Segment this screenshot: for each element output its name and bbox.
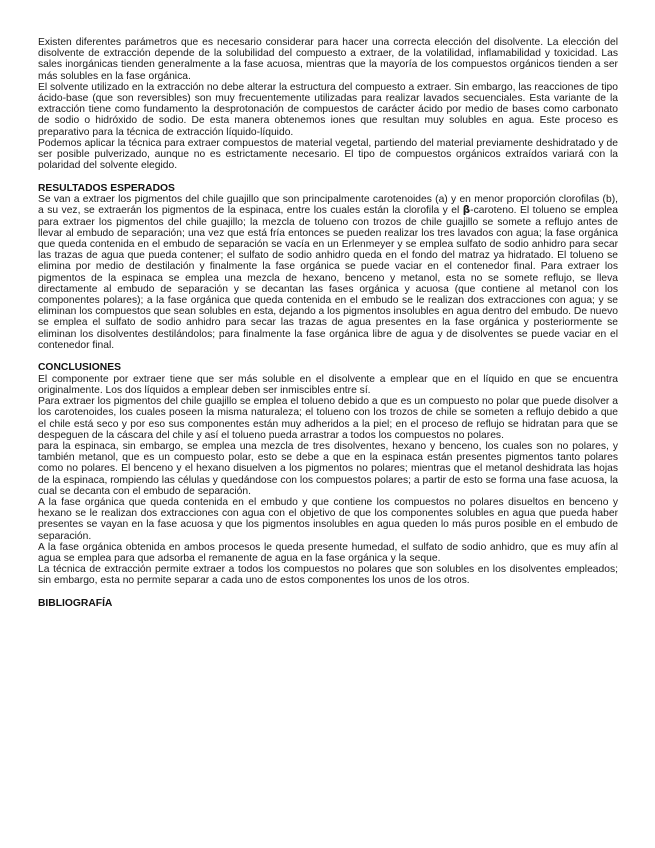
conclusions-paragraph: Para extraer los pigmentos del chile guajillo se emplea el tolueno debido a que es un compuesto no polar que puede disolver a los carotenoides, los cuales poseen la misma naturaleza; el tolueno con los trozos de chile se someten a reflujo debido a que el chile está seco y por eso sus componentes están muy adheridos a la piel; en el proceso de reflujo se hidratan para que se despeguen de la cáscara del chile y así el tolueno pueda arrastrar a todos los compuestos no polares. bbox=[38, 396, 618, 441]
conclusions-paragraph: para la espinaca, sin embargo, se emplea una mezcla de tres disolventes, hexano y benceno, los cuales son no polares, y también metanol, que es un compuesto polar, esto se debe a que en la espinaca están presentes pigmentos tanto polares como no polares. El benceno y el hexano disuelven a los pigmentos no polares; mientras que el metanol deshidrata las hojas de la espinaca, rompiendo las células y quedándose con los compuestos polares; a partir de esto se forma una fase acuosa, la cual se decanta con el embudo de separación. bbox=[38, 440, 618, 497]
results-text-part2: -caroteno. El tolueno se emplea para extraer los pigmentos del chile guajillo; la mezcla de tolueno con trozos de chile guajillo se somete a reflujo antes de llevar al embudo de separación; una vez que está fría entonces se pueden realizar los tres lavados con agua; la fase orgánica que queda contenida en el embudo de separación se vacía en un Erlenmeyer y se emplea sulfato de sodio anhidro para secar las trazas de agua que pueda contener; el sulfato de sodio anhidro queda en el fondo del matraz ya hidratado. El tolueno se elimina por medio de destilación y finalmente la fase orgánica se puede vaciar en el contenedor final. Para extraer los pigmentos de la espinaca se emplea una mezcla de hexano, benceno y metanol, esta no se somete reflujo, se lleva directamente al embudo de separación y se decantan las fases orgánica y acuosa (que contiene al metanol con los componentes polares); a la fase orgánica que queda contenida en el embudo se le realizan dos extracciones con agua; y se eliminan los compuestos que sean solubles en esta, dejando a los pigmentos insolubles en agua dentro del embudo. De nuevo se emplea el sulfato de sodio anhidro para secar las trazas de agua presentes en la fase orgánica y posteriormente se eliminan los disolventes destilándolos; para finalmente la fase orgánica libre de agua y de disolventes se puede vaciar en el contenedor final. bbox=[38, 205, 618, 351]
results-heading: RESULTADOS ESPERADOS bbox=[38, 182, 175, 194]
bibliography-heading: BIBLIOGRAFÍA bbox=[38, 598, 113, 610]
conclusions-paragraph: A la fase orgánica que queda contenida en el embudo y que contiene los compuestos no polares disueltos en benceno y hexano se le realizan dos extracciones con agua con el objetivo de que los componentes solubles en agua que pueda haber presentes se vayan en la fase acuosa y que los pigmentos insolubles en agua queden lo más puros posible en el embudo de separación. bbox=[38, 496, 618, 542]
results-paragraph bbox=[38, 194, 618, 351]
results-section bbox=[38, 183, 618, 351]
beta-symbol: β bbox=[462, 204, 471, 217]
conclusions-section bbox=[38, 362, 618, 586]
intro-section bbox=[38, 37, 618, 171]
intro-paragraph: Existen diferentes parámetros que es necesario considerar para hacer una correcta elección del disolvente. La elección del disolvente de extracción depende de la solubilidad del compuesto a extraer, de la volatilidad, inflamabilidad y toxicidad. Las sales inorgánicas tienden generalmente a la fase acuosa, mientras que la mayoría de los compuestos orgánicos tienden a ser más solubles en la fase orgánica. bbox=[38, 37, 618, 82]
conclusions-paragraph: La técnica de extracción permite extraer a todos los compuestos no polares que son solubles en los disolventes empleados; sin embargo, esta no permite separar a cada uno de estos componentes los unos de los otros. bbox=[38, 564, 618, 587]
results-text-part1: Se van a extraer los pigmentos del chile guajillo que son principalmente carotenoides (a) y en menor proporción clorofilas (b), a su vez, se extraerán los pigmentos de la espinaca, entre los cuales están la clorofila y el bbox=[38, 194, 618, 217]
conclusions-heading: CONCLUSIONES bbox=[38, 362, 121, 374]
bibliography-section bbox=[38, 598, 618, 609]
conclusions-paragraph: A la fase orgánica obtenida en ambos procesos le queda presente humedad, el sulfato de sodio anhidro, que es muy afín al agua se emplea para que adsorba el remanente de agua en la fase orgánica y la seque. bbox=[38, 541, 618, 564]
intro-paragraph: El solvente utilizado en la extracción no debe alterar la estructura del compuesto a extraer. Sin embargo, las reacciones de tipo ácido-base (que son reversibles) son muy frecuentemente utilizadas para realizar lavados secuenciales. Esta variante de la extracción tiene como fundamento la desprotonación de compuestos de carácter ácido por medio de bases como carbonato de sodio o hidróxido de sodio. De esta manera obtenemos iones que resultan muy solubles en agua. Este proceso es preparativo para la técnica de extracción líquido-líquido. bbox=[38, 81, 618, 138]
conclusions-paragraph: El componente por extraer tiene que ser más soluble en el disolvente a emplear que en el líquido en que se encuentra originalmente. Los dos líquidos a emplear deben ser inmiscibles entre sí. bbox=[38, 373, 618, 396]
intro-paragraph: Podemos aplicar la técnica para extraer compuestos de material vegetal, partiendo del material previamente deshidratado y de ser posible pulverizado, aunque no es estrictamente necesario. El tipo de compuestos orgánicos extraídos variará con la polaridad del solvente elegido. bbox=[38, 137, 618, 172]
